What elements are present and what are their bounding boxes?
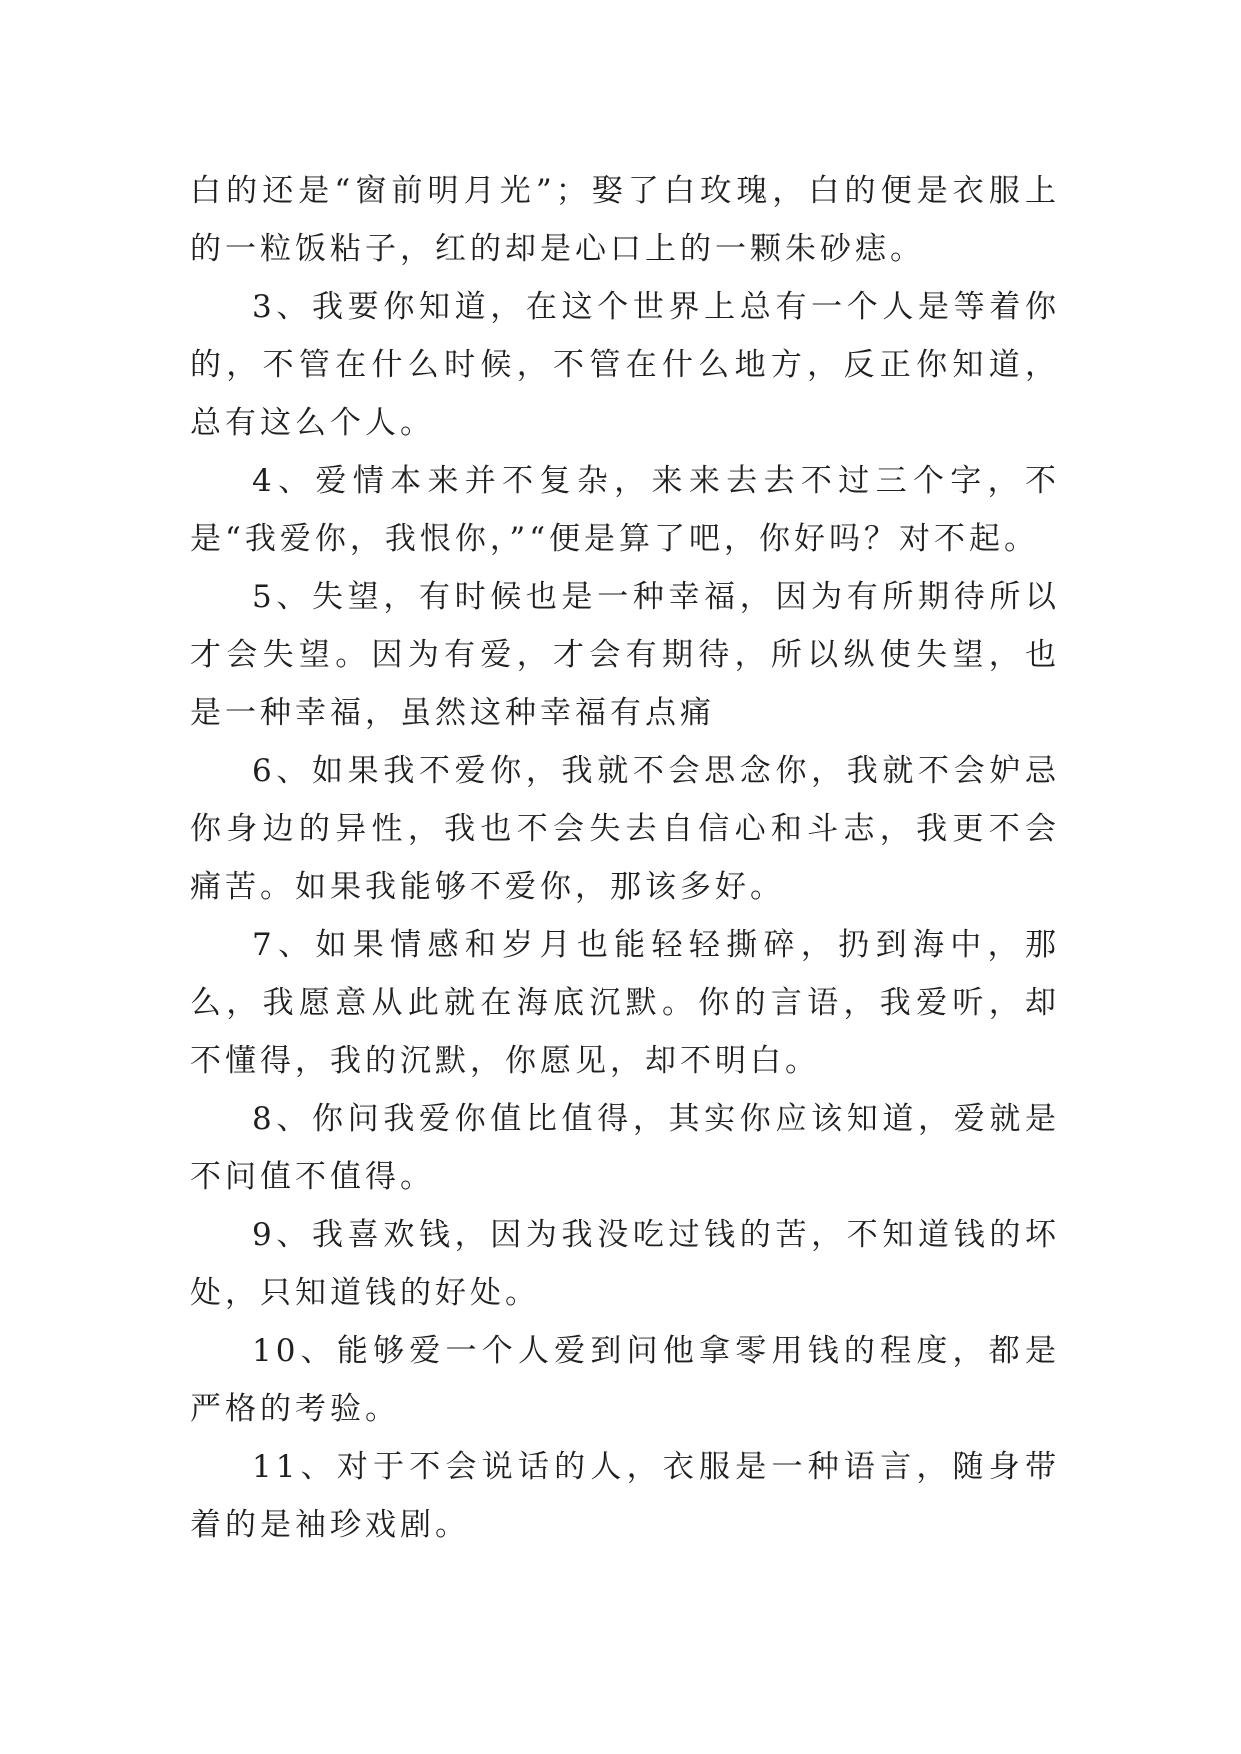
paragraph-item-9: 9、我喜欢钱，因为我没吃过钱的苦，不知道钱的坏处，只知道钱的好处。: [190, 1217, 1060, 1311]
paragraph-item-6: 6、如果我不爱你，我就不会思念你，我就不会妒忌你身边的异性，我也不会失去自信心和斗志，我更不会痛苦。如果我能够不爱你，那该多好。: [190, 753, 1060, 905]
paragraph-item-8: 8、你问我爱你值比值得，其实你应该知道，爱就是不问值不值得。: [190, 1101, 1060, 1195]
paragraph-item-4: 4、爱情本来并不复杂，来来去去不过三个字，不是“我爱你，我恨你，”“便是算了吧，你好吗？对不起。: [190, 463, 1060, 557]
paragraph-item-11: 11、对于不会说话的人，衣服是一种语言，随身带着的是袖珍戏剧。: [190, 1449, 1060, 1543]
paragraph-item-10: 10、能够爱一个人爱到问他拿零用钱的程度，都是严格的考验。: [190, 1333, 1060, 1427]
paragraph-item-3: 3、我要你知道，在这个世界上总有一个人是等着你的，不管在什么时候，不管在什么地方，反正你知道，总有这么个人。: [190, 289, 1060, 441]
document-body: [190, 162, 1060, 1554]
paragraph-continued: 白的还是“窗前明月光”；娶了白玫瑰，白的便是衣服上的一粒饭粘子，红的却是心口上的一颗朱砂痣。: [190, 173, 1060, 267]
paragraph-item-5: 5、失望，有时候也是一种幸福，因为有所期待所以才会失望。因为有爱，才会有期待，所以纵使失望，也是一种幸福，虽然这种幸福有点痛: [190, 579, 1060, 731]
paragraph-item-7: 7、如果情感和岁月也能轻轻撕碎，扔到海中，那么，我愿意从此就在海底沉默。你的言语，我爱听，却不懂得，我的沉默，你愿见，却不明白。: [190, 927, 1060, 1079]
